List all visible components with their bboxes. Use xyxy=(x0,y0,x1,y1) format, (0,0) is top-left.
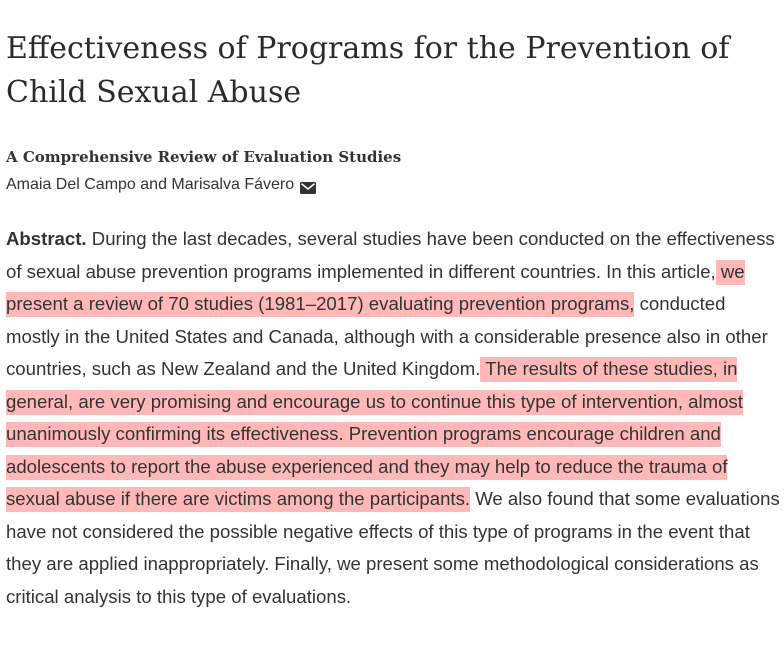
article-page xyxy=(6,0,784,613)
article-title: Effectiveness of Programs for the Prevention of Child Sexual Abuse xyxy=(6,31,730,110)
abstract-text-1: During the last decades, several studies have been conducted on the effectiveness of sexual abuse prevention programs implemented in different countries. In this article, xyxy=(6,228,775,282)
article-subtitle: A Comprehensive Review of Evaluation Studies xyxy=(6,148,402,166)
highlight-1: we present a review of 70 studies (1981–2017) evaluating prevention programs, xyxy=(6,260,745,318)
abstract-text-3: We also found that some evaluations have not considered the possible negative effects of this type of programs in the event that they are applied inappropriately. Finally, we present some methodological considerations as critical analysis to this type of evaluations. xyxy=(6,488,780,607)
highlight-2: The results of these studies, in general, are very promising and encourage us to continue this type of intervention, almost unanimously confirming its effectiveness. Prevention programs encourage children and adolescents to report the abuse experienced and they may help to reduce the trauma of sexual abuse if there are victims among the participants. xyxy=(6,357,743,512)
authors-text[interactable]: Amaia Del Campo and Marisalva Fávero xyxy=(6,176,295,193)
abstract-label: Abstract. xyxy=(6,228,87,249)
author-line xyxy=(6,174,784,196)
envelope-icon[interactable] xyxy=(300,179,316,191)
abstract-paragraph xyxy=(6,223,784,613)
abstract-text-2: conducted mostly in the United States and Canada, although with a considerable presence also in other countries, such as New Zealand and the United Kingdom. xyxy=(6,293,768,379)
